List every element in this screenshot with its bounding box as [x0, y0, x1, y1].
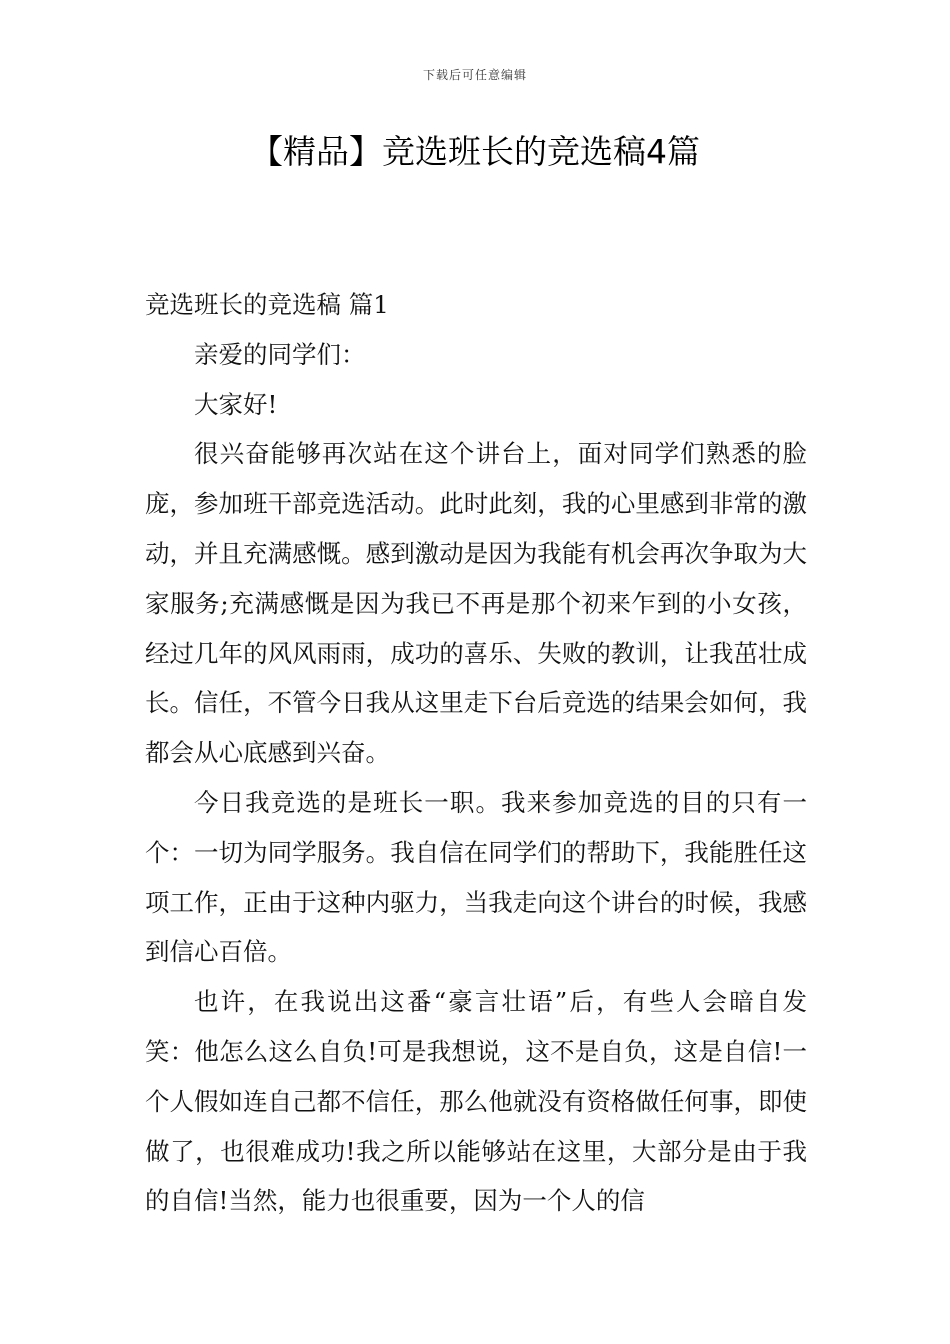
document-title: 【精品】竞选班长的竞选稿4篇 [250, 132, 700, 171]
greeting: 大家好! [194, 389, 278, 419]
header-note: 下载后可任意编辑 [422, 68, 527, 82]
salutation: 亲爱的同学们： [194, 339, 366, 369]
body-paragraph: 也许，在我说出这番“豪言壮语”后，有些人会暗自发笑：他怎么这么自负!可是我想说，这不是自负，这是自信!一个人假如连自己都不信任，那么他就没有资格做任何事，即使做了，也很难成功!我之所以能够站在这里，大部分是由于我的自信!当然，能力也很重要，因为一个人的信 [145, 987, 807, 1216]
section-heading: 竞选班长的竞选稿 篇1 [145, 290, 389, 319]
body-paragraph: 今日我竞选的是班长一职。我来参加竞选的目的只有一个：一切为同学服务。我自信在同学们的帮助下，我能胜任这项工作，正由于这种内驱力，当我走向这个讲台的时候，我感到信心百倍。 [145, 787, 807, 967]
document-body [145, 280, 807, 1226]
body-paragraph: 很兴奋能够再次站在这个讲台上，面对同学们熟悉的脸庞，参加班干部竞选活动。此时此刻，我的心里感到非常的激动，并且充满感慨。感到激动是因为我能有机会再次争取为大家服务;充满感慨是因为我已不再是那个初来乍到的小女孩，经过几年的风风雨雨，成功的喜乐、失败的教训，让我茁壮成长。信任，不管今日我从这里走下台后竞选的结果会如何，我都会从心底感到兴奋。 [145, 439, 807, 768]
